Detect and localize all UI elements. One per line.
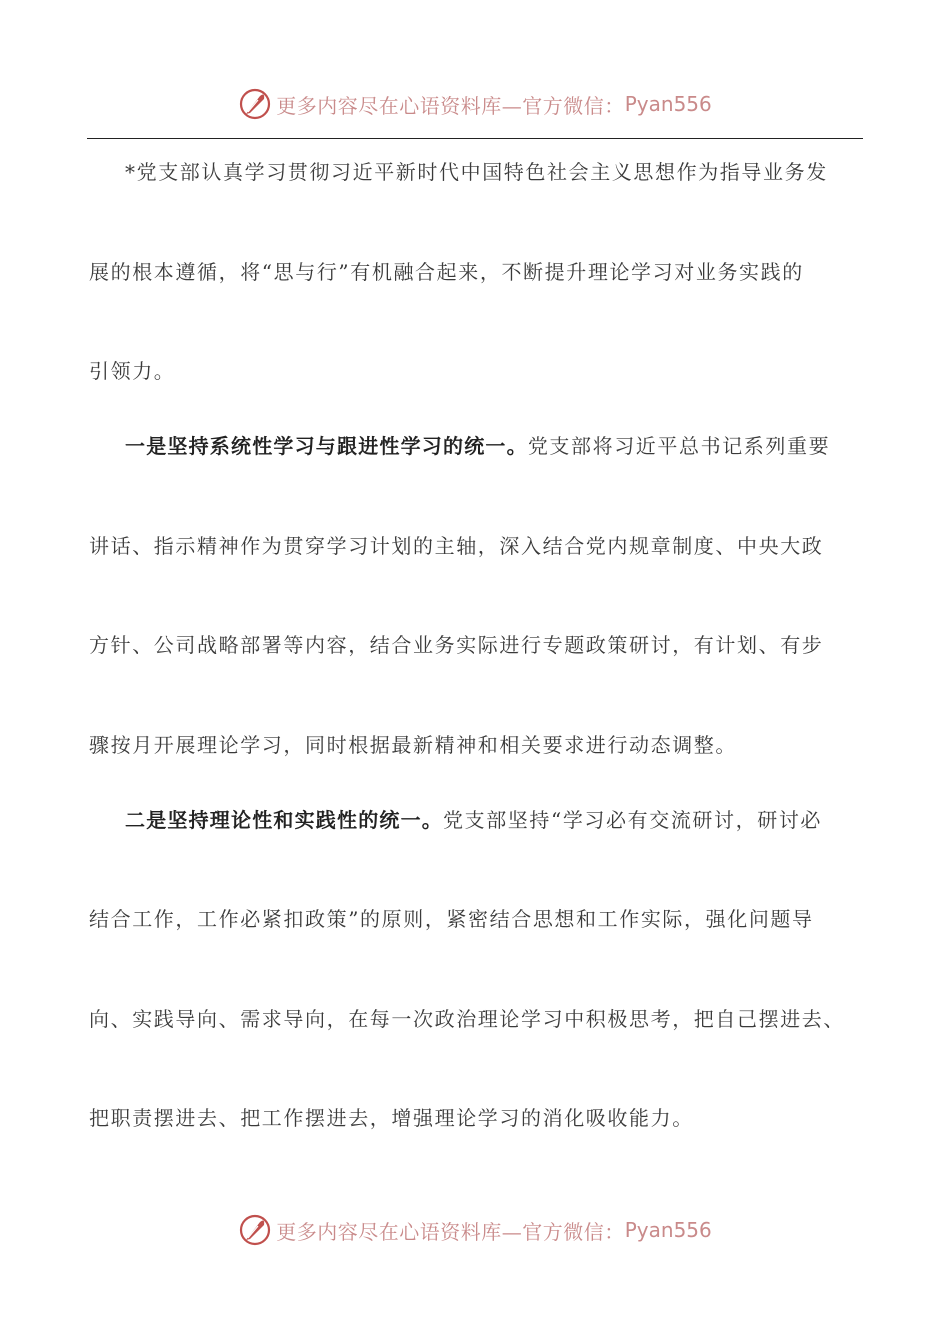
paragraph-3-first-rest: 党支部坚持“学习必有交流研讨，研讨必	[443, 808, 823, 832]
quill-pen-logo	[238, 1213, 272, 1247]
wechat-id: Pyan556	[624, 92, 712, 116]
paragraph-2-line-3: 方针、公司战略部署等内容，结合业务实际进行专题政策研讨，有计划、有步	[89, 633, 824, 657]
paragraph-3-line-1	[125, 806, 905, 834]
paragraph-3-heading: 二是坚持理论性和实践性的统一。	[125, 808, 443, 832]
wechat-id: Pyan556	[624, 1218, 712, 1242]
watermark-text: 更多内容尽在心语资料库—官方微信：	[276, 1219, 625, 1244]
watermark-text: 更多内容尽在心语资料库—官方微信：	[276, 93, 625, 118]
paragraph-2-line-2: 讲话、指示精神作为贯穿学习计划的主轴，深入结合党内规章制度、中央大政	[89, 534, 824, 558]
paragraph-1-line-2: 展的根本遵循，将“思与行”有机融合起来，不断提升理论学习对业务实践的	[89, 260, 804, 284]
page-header-watermark	[0, 82, 950, 126]
paragraph-3-line-4: 把职责摆进去、把工作摆进去，增强理论学习的消化吸收能力。	[89, 1106, 694, 1130]
paragraph-3-line-3: 向、实践导向、需求导向，在每一次政治理论学习中积极思考，把自己摆进去、	[89, 1007, 845, 1031]
paragraph-2-line-1	[125, 432, 905, 460]
header-divider	[87, 138, 863, 139]
paragraph-3-line-2: 结合工作，工作必紧扣政策”的原则，紧密结合思想和工作实际，强化问题导	[89, 907, 814, 931]
quill-pen-logo	[238, 87, 272, 121]
paragraph-1-line-3: 引领力。	[89, 359, 176, 383]
paragraph-2-first-rest: 党支部将习近平总书记系列重要	[527, 434, 831, 458]
page-footer-watermark	[0, 1208, 950, 1252]
paragraph-2-heading: 一是坚持系统性学习与跟进性学习的统一。	[125, 434, 528, 458]
paragraph-1-line-1: *党支部认真学习贯彻习近平新时代中国特色社会主义思想作为指导业务发	[125, 160, 828, 184]
paragraph-2-line-4: 骤按月开展理论学习，同时根据最新精神和相关要求进行动态调整。	[89, 733, 737, 757]
